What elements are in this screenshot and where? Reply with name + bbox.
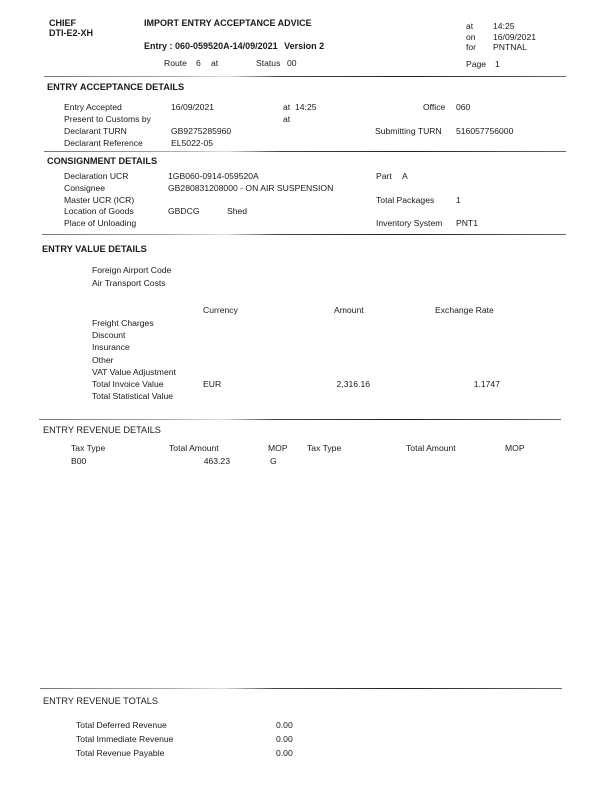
entry-accepted-at-label: at: [283, 102, 291, 112]
route-at-label: at: [211, 58, 219, 68]
total-revenue-payable-label: Total Revenue Payable: [76, 748, 165, 758]
column-header-total-amount: Total Amount: [169, 443, 219, 453]
divider: [39, 419, 561, 420]
total-deferred-revenue-value: 0.00: [276, 720, 293, 730]
location-of-goods-label: Location of Goods: [64, 206, 134, 216]
value-row-label: VAT Value Adjustment: [92, 367, 176, 377]
total-packages-label: Total Packages: [376, 195, 435, 205]
declaration-ucr-label: Declaration UCR: [64, 171, 129, 181]
part-label: Part: [376, 171, 392, 181]
declarant-turn-label: Declarant TURN: [64, 126, 127, 136]
terminal-id: DTI-E2-XH: [49, 28, 94, 38]
value-row-currency: EUR: [203, 379, 222, 389]
office-value: 060: [456, 102, 471, 112]
status-value: 00: [287, 58, 297, 68]
value-row-label: Discount: [92, 330, 126, 340]
value-row-label: Other: [92, 355, 114, 365]
office-label: Office: [423, 102, 446, 112]
page-number: 1: [495, 59, 500, 69]
document-title: IMPORT ENTRY ACCEPTANCE ADVICE: [144, 18, 312, 28]
entry-line: [144, 41, 324, 51]
header-for-label: for: [466, 42, 477, 52]
inventory-system-value: PNT1: [456, 218, 478, 228]
location-of-goods-value: GBDCG: [168, 206, 200, 216]
entry-label: Entry :: [144, 41, 173, 51]
section-title: ENTRY REVENUE TOTALS: [43, 696, 159, 706]
value-row-label: Total Statistical Value: [92, 391, 174, 401]
declarant-reference-value: EL5022-05: [171, 138, 214, 148]
header-on-label: on: [466, 32, 476, 42]
section-title: CONSIGNMENT DETAILS: [47, 156, 158, 166]
route-label: Route: [164, 58, 187, 68]
declarant-turn-value: GB9275285960: [171, 126, 232, 136]
header-on-value: 16/09/2021: [493, 32, 537, 42]
section-title: ENTRY ACCEPTANCE DETAILS: [47, 82, 185, 92]
header-at-value: 14:25: [493, 21, 515, 31]
column-header-currency: Currency: [203, 305, 238, 315]
entry-accepted-label: Entry Accepted: [64, 102, 122, 112]
foreign-airport-code-label: Foreign Airport Code: [92, 265, 172, 275]
route-value: 6: [196, 58, 201, 68]
total-packages-value: 1: [456, 195, 461, 205]
place-of-unloading-label: Place of Unloading: [64, 218, 137, 228]
column-header-total-amount-2: Total Amount: [406, 443, 456, 453]
divider: [40, 688, 562, 689]
divider: [44, 76, 566, 77]
entry-accepted-time: 14:25: [295, 102, 317, 112]
master-ucr-label: Master UCR (ICR): [64, 195, 135, 205]
consignee-value: GB280831208000 - ON AIR SUSPENSION: [168, 183, 334, 193]
value-row-label: Freight Charges: [92, 318, 154, 328]
present-at-label: at: [283, 114, 291, 124]
entry-accepted-date: 16/09/2021: [171, 102, 215, 112]
present-to-customs-label: Present to Customs by: [64, 114, 151, 124]
consignee-label: Consignee: [64, 183, 106, 193]
section-title: ENTRY VALUE DETAILS: [42, 244, 147, 254]
column-header-amount: Amount: [334, 305, 364, 315]
entry-ref: 060-059520A-14/09/2021: [175, 41, 278, 51]
revenue-mop: G: [270, 456, 277, 466]
column-header-mop: MOP: [268, 443, 288, 453]
header-at-label: at: [466, 21, 474, 31]
divider: [44, 151, 566, 152]
header-for-value: PNTNAL: [493, 42, 527, 52]
total-deferred-revenue-label: Total Deferred Revenue: [76, 720, 167, 730]
page-label: Page: [466, 59, 487, 69]
entry-version: Version 2: [284, 41, 325, 51]
system-name: CHIEF: [49, 18, 76, 28]
declaration-ucr-value: 1GB060-0914-059520A: [168, 171, 259, 181]
air-transport-costs-label: Air Transport Costs: [92, 278, 166, 288]
value-row-amount: 2,316.16: [336, 379, 370, 389]
total-immediate-revenue-label: Total Immediate Revenue: [76, 734, 174, 744]
inventory-system-label: Inventory System: [376, 218, 443, 228]
revenue-tax-type: B00: [71, 456, 87, 466]
submitting-turn-value: 516057756000: [456, 126, 514, 136]
declarant-reference-label: Declarant Reference: [64, 138, 143, 148]
total-revenue-payable-value: 0.00: [276, 748, 293, 758]
total-immediate-revenue-value: 0.00: [276, 734, 293, 744]
column-header-mop-2: MOP: [505, 443, 525, 453]
value-row-exchange-rate: 1.1747: [473, 379, 500, 389]
revenue-total-amount: 463.23: [203, 456, 230, 466]
section-title: ENTRY REVENUE DETAILS: [43, 425, 161, 435]
part-value: A: [402, 171, 408, 181]
submitting-turn-label: Submitting TURN: [375, 126, 442, 136]
column-header-exchange-rate: Exchange Rate: [435, 305, 494, 315]
column-header-tax-type-2: Tax Type: [307, 443, 342, 453]
column-header-tax-type: Tax Type: [71, 443, 106, 453]
shed-label: Shed: [227, 206, 248, 216]
divider: [42, 234, 566, 235]
value-row-label: Total Invoice Value: [92, 379, 164, 389]
value-row-label: Insurance: [92, 342, 130, 352]
status-label: Status: [256, 58, 281, 68]
